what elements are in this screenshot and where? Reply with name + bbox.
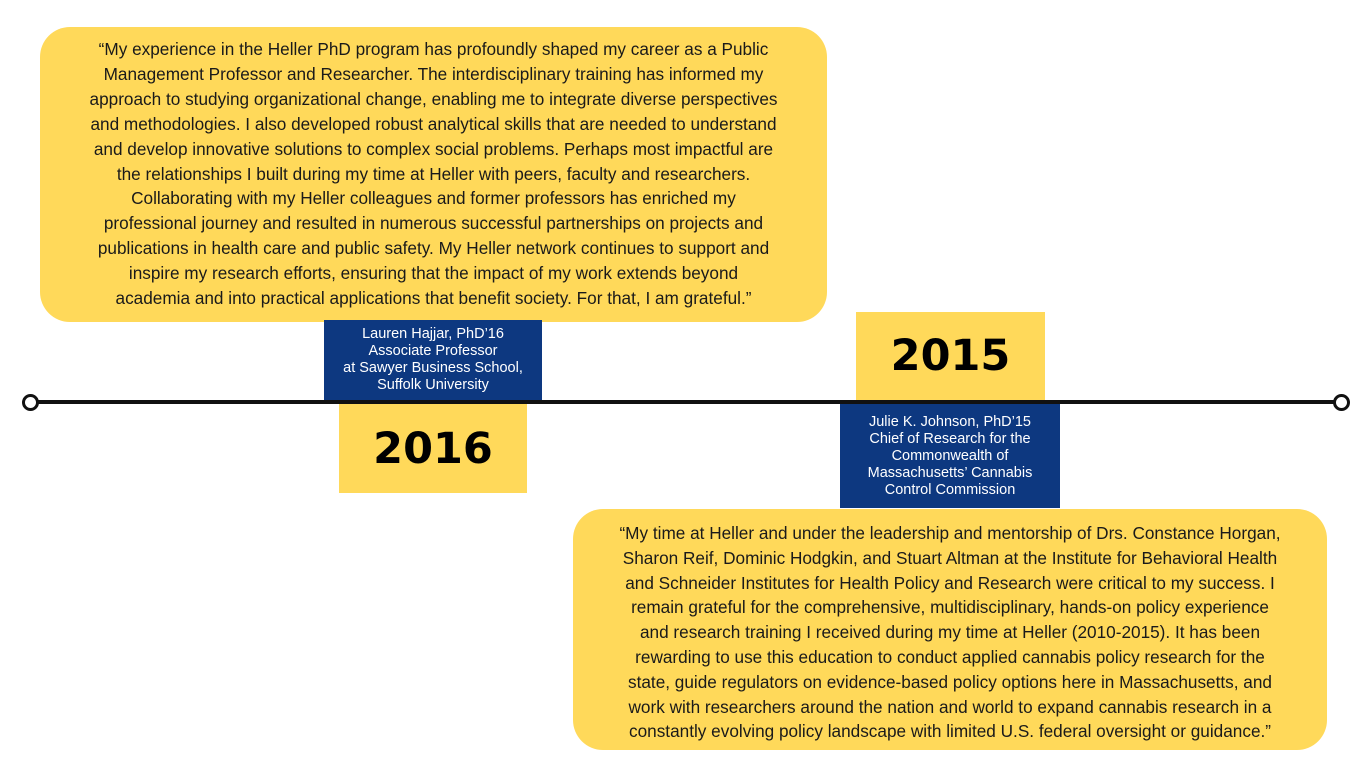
- name-line: Control Commission: [884, 481, 1016, 498]
- timeline-end-circle-icon: [1333, 394, 1350, 411]
- name-line: Massachusetts’ Cannabis: [867, 464, 1033, 481]
- name-line: Julie K. Johnson, PhD’15: [868, 413, 1031, 430]
- quote-line: the relationships I built during my time at Heller with peers, faculty and researchers.: [116, 163, 751, 184]
- timeline-start-circle-icon: [22, 394, 39, 411]
- name-box-2015: [840, 404, 1060, 508]
- quote-line: constantly evolving policy landscape with limited U.S. federal oversight or guidance.”: [629, 721, 1271, 742]
- quote-box-2016: [40, 27, 827, 322]
- timeline-line: [30, 400, 1342, 404]
- name-box-2016: [324, 320, 542, 400]
- quote-line: and Schneider Institutes for Health Policy and Research were critical to my success. I: [625, 572, 1275, 593]
- quote-line: professional journey and resulted in numerous successful partnerships on projects and: [103, 213, 764, 234]
- year-label-2016: [339, 404, 527, 493]
- quote-line: Management Professor and Researcher. The interdisciplinary training has informed my: [103, 63, 764, 84]
- quote-line: rewarding to use this education to conduct applied cannabis policy research for the: [635, 646, 1265, 667]
- quote-line: inspire my research efforts, ensuring that the impact of my work extends beyond: [128, 263, 739, 284]
- quote-line: “My experience in the Heller PhD program has profoundly shaped my career as a Public: [98, 39, 769, 59]
- quote-line: academia and into practical applications that benefit society. For that, I am grateful.”: [115, 288, 752, 309]
- quote-line: Sharon Reif, Dominic Hodgkin, and Stuart Altman at the Institute for Behavioral Health: [622, 547, 1278, 568]
- quote-line: work with researchers around the nation and world to expand cannabis research in a: [628, 696, 1272, 717]
- year-text: 2015: [890, 331, 1011, 381]
- quote-line: and research training I received during my time at Heller (2010-2015). It has been: [639, 622, 1261, 643]
- year-text: 2016: [373, 423, 493, 474]
- name-line: Suffolk University: [377, 377, 489, 393]
- name-line: Associate Professor: [368, 343, 498, 359]
- quote-line: and develop innovative solutions to complex social problems. Perhaps most impactful are: [93, 138, 774, 159]
- quote-line: remain grateful for the comprehensive, multidisciplinary, hands-on policy experience: [631, 597, 1269, 618]
- name-line: Commonwealth of: [891, 447, 1009, 464]
- name-line: Chief of Research for the: [869, 430, 1031, 447]
- year-label-2015: [856, 312, 1045, 400]
- quote-line: and methodologies. I also developed robust analytical skills that are needed to understand: [90, 113, 777, 134]
- quote-line: Collaborating with my Heller colleagues and former professors has enriched my: [131, 188, 736, 209]
- name-line: Lauren Hajjar, PhD’16: [362, 326, 504, 342]
- quote-line: publications in health care and public safety. My Heller network continues to support and: [97, 238, 770, 259]
- quote-box-2015: [573, 509, 1327, 750]
- quote-line: “My time at Heller and under the leadership and mentorship of Drs. Constance Horgan,: [619, 523, 1281, 543]
- quote-line: approach to studying organizational change, enabling me to integrate diverse perspectives: [89, 88, 778, 109]
- quote-line: state, guide regulators on evidence-based policy options here in Massachusetts, and: [628, 671, 1272, 692]
- name-line: at Sawyer Business School,: [343, 360, 523, 376]
